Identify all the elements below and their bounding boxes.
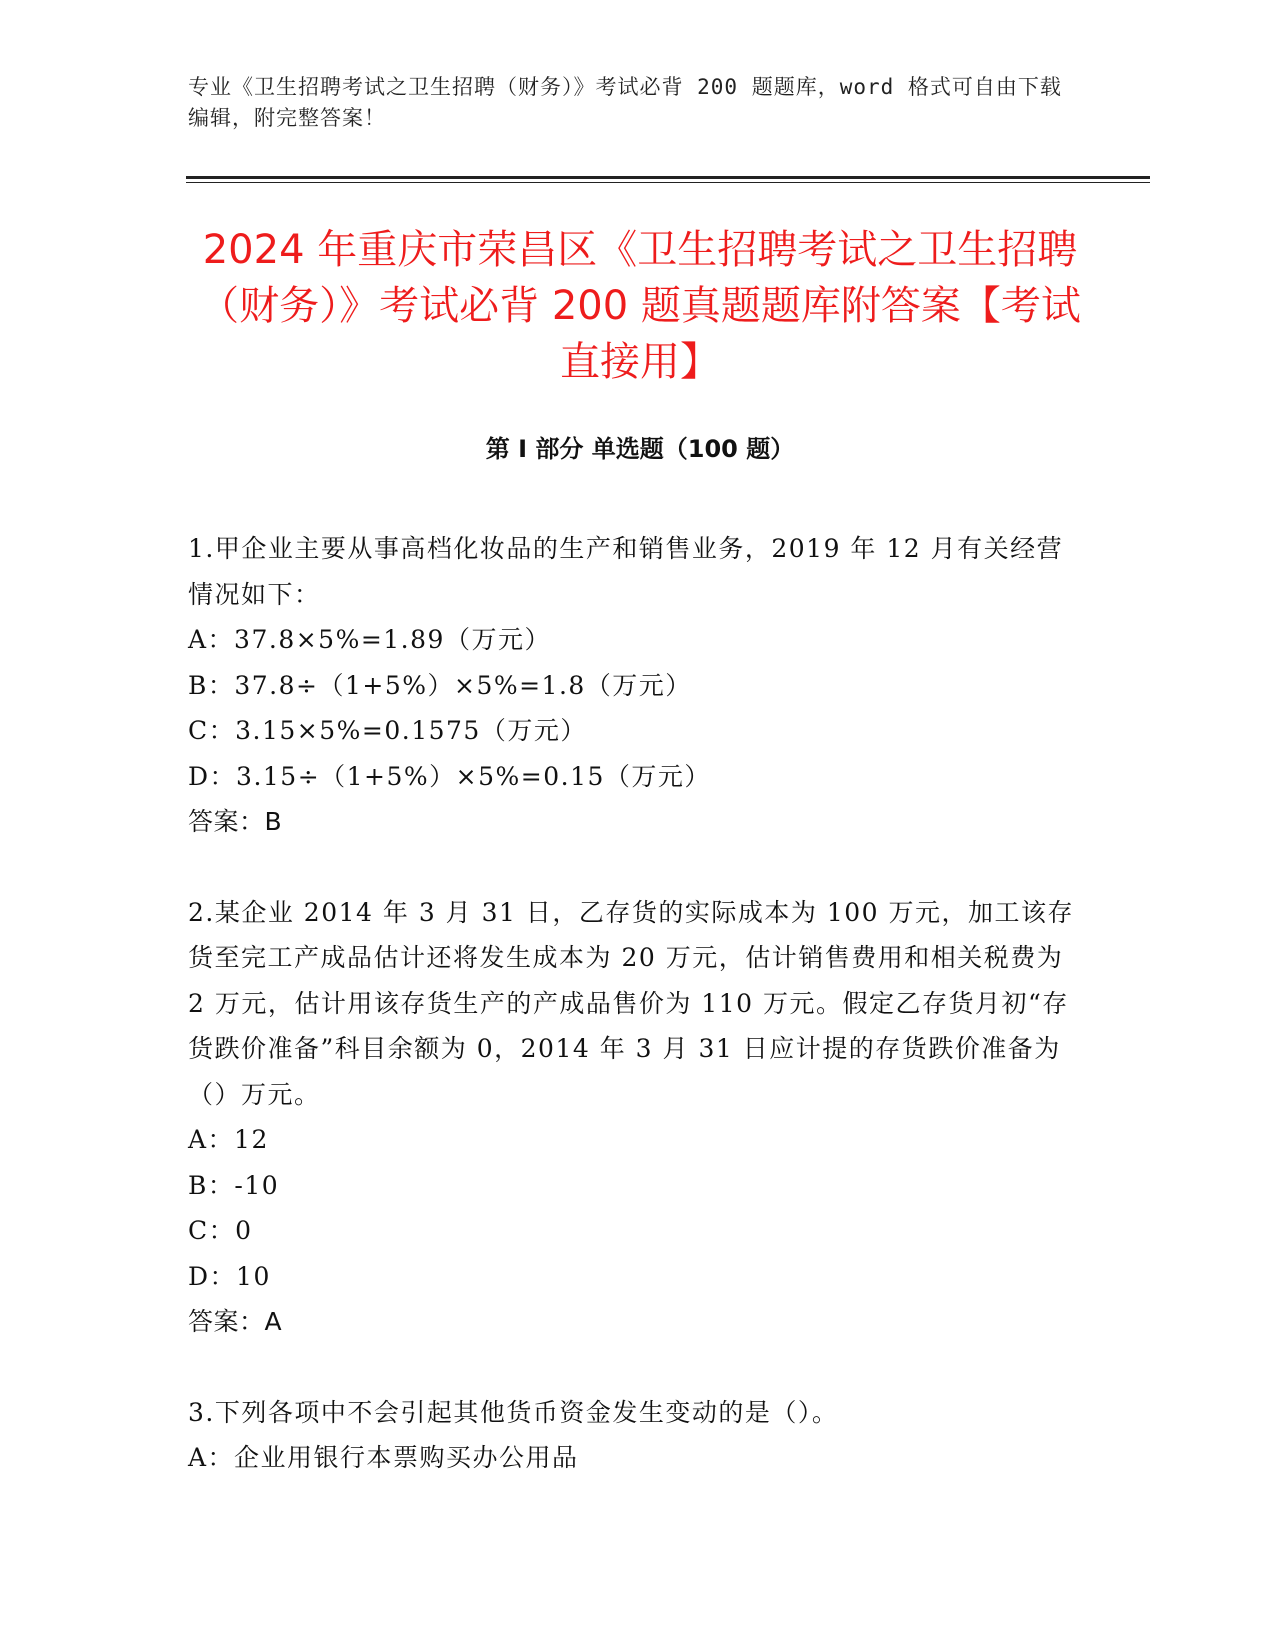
option-d: D：10 (188, 1261, 271, 1291)
question-1 (188, 526, 1088, 845)
header-divider-thin (186, 182, 1150, 183)
answer-label: 答案：B (188, 807, 283, 836)
question-list (188, 526, 1088, 1526)
question-2 (188, 890, 1088, 1345)
option-a: A：12 (188, 1125, 269, 1154)
option-b: B：37.8÷（1+5%）×5%=1.8（万元） (188, 670, 692, 700)
option-c: C：3.15×5%=0.1575（万元） (188, 716, 587, 745)
question-text: 2.某企业 2014 年 3 月 31 日，乙存货的实际成本为 100 万元，加工该存货至完工产成品估计还将发生成本为 20 万元，估计销售费用和相关税费为 2 万元，估计用该存货生产的产成品售价为 110 万元。假定乙存货月初“存货跌价准备”科目余额为 0，2014 年 3 月 31 日应计提的存货跌价准备为（）万元。 (188, 897, 1074, 1109)
header-note: 专业《卫生招聘考试之卫生招聘（财务）》考试必背 200 题题库，word 格式可自由下载编辑，附完整答案！ (188, 75, 1062, 130)
section-heading: 第 I 部分 单选题（100 题） (485, 435, 795, 463)
option-d: D：3.15÷（1+5%）×5%=0.15（万元） (188, 761, 711, 791)
answer-label: 答案：A (188, 1307, 283, 1336)
header-divider-thick (186, 176, 1150, 179)
document-title: 2024 年重庆市荣昌区《卫生招聘考试之卫生招聘（财务）》考试必背 200 题真题题库附答案【考试直接用】 (199, 227, 1081, 385)
option-a: A：企业用银行本票购买办公用品 (188, 1443, 579, 1472)
question-text: 1.甲企业主要从事高档化妆品的生产和销售业务，2019 年 12 月有关经营情况如下： (188, 534, 1064, 609)
option-a: A：37.8×5%=1.89（万元） (188, 625, 551, 654)
option-b: B：-10 (188, 1170, 280, 1200)
option-c: C：0 (188, 1216, 253, 1245)
question-3 (188, 1390, 1088, 1481)
question-text: 3.下列各项中不会引起其他货币资金发生变动的是（）。 (188, 1397, 839, 1427)
